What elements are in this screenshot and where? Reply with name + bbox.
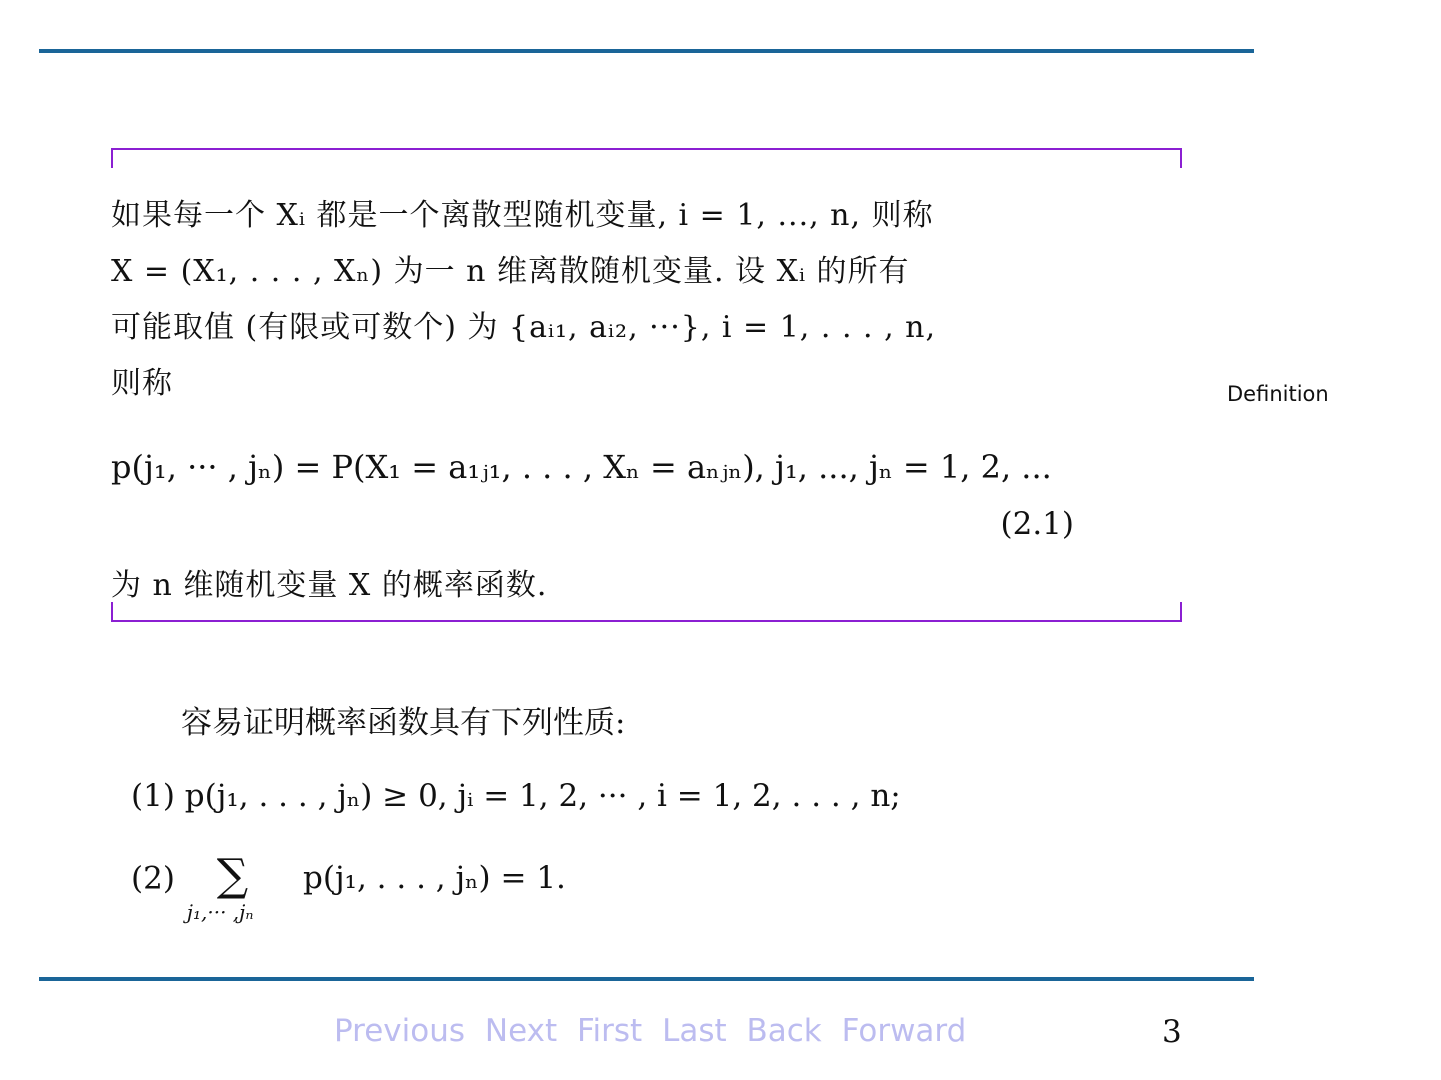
- navigation-bar: [334, 1013, 976, 1049]
- nav-last-link[interactable]: Last: [662, 1013, 727, 1049]
- box-corner: [1180, 602, 1182, 622]
- section-label: Definition: [1227, 382, 1329, 406]
- property-2-expression: p(j₁, . . . , jₙ) = 1.: [303, 860, 566, 896]
- definition-line: 如果每一个 Xᵢ 都是一个离散型随机变量, i = 1, ..., n, 则称: [111, 198, 934, 233]
- page-number: 3: [1162, 1014, 1182, 1050]
- property-2: [131, 850, 566, 924]
- definition-box: [111, 148, 1182, 622]
- nav-previous-link[interactable]: Previous: [334, 1013, 466, 1049]
- box-top-border: [111, 148, 1182, 150]
- definition-text: [111, 188, 1081, 412]
- nav-next-link[interactable]: Next: [484, 1013, 558, 1049]
- property-2-label: (2): [131, 860, 175, 897]
- box-corner: [111, 148, 113, 168]
- definition-conclusion: 为 n 维随机变量 X 的概率函数.: [111, 568, 548, 603]
- properties-intro: 容易证明概率函数具有下列性质:: [181, 705, 626, 741]
- definition-line: 可能取值 (有限或可数个) 为 {aᵢ₁, aᵢ₂, ···}, i = 1, . . . , n,: [111, 310, 937, 345]
- property-1: (1) p(j₁, . . . , jₙ) ≥ 0, jᵢ = 1, 2, ··· , i = 1, 2, . . . , n;: [131, 778, 901, 814]
- nav-back-link[interactable]: Back: [746, 1013, 822, 1049]
- summation: [185, 850, 305, 924]
- summation-limits: j₁,··· ,jₙ: [186, 900, 254, 924]
- nav-first-link[interactable]: First: [576, 1013, 643, 1049]
- footer-rule: [39, 977, 1254, 981]
- box-bottom-border: [111, 620, 1182, 622]
- definition-line: X = (X₁, . . . , Xₙ) 为一 n 维离散随机变量. 设 Xᵢ 的所有: [111, 254, 910, 289]
- box-corner: [1180, 148, 1182, 168]
- definition-line: 则称: [111, 366, 173, 401]
- summation-symbol: ∑: [216, 850, 249, 901]
- nav-forward-link[interactable]: Forward: [841, 1013, 967, 1049]
- probability-function-equation: p(j₁, ··· , jₙ) = P(X₁ = a₁ⱼ₁, . . . , Xₙ = aₙⱼₙ), j₁, ..., jₙ = 1, 2, ...: [111, 448, 1052, 486]
- box-corner: [111, 602, 113, 622]
- header-rule: [39, 49, 1254, 53]
- equation-number: (2.1): [1000, 506, 1074, 542]
